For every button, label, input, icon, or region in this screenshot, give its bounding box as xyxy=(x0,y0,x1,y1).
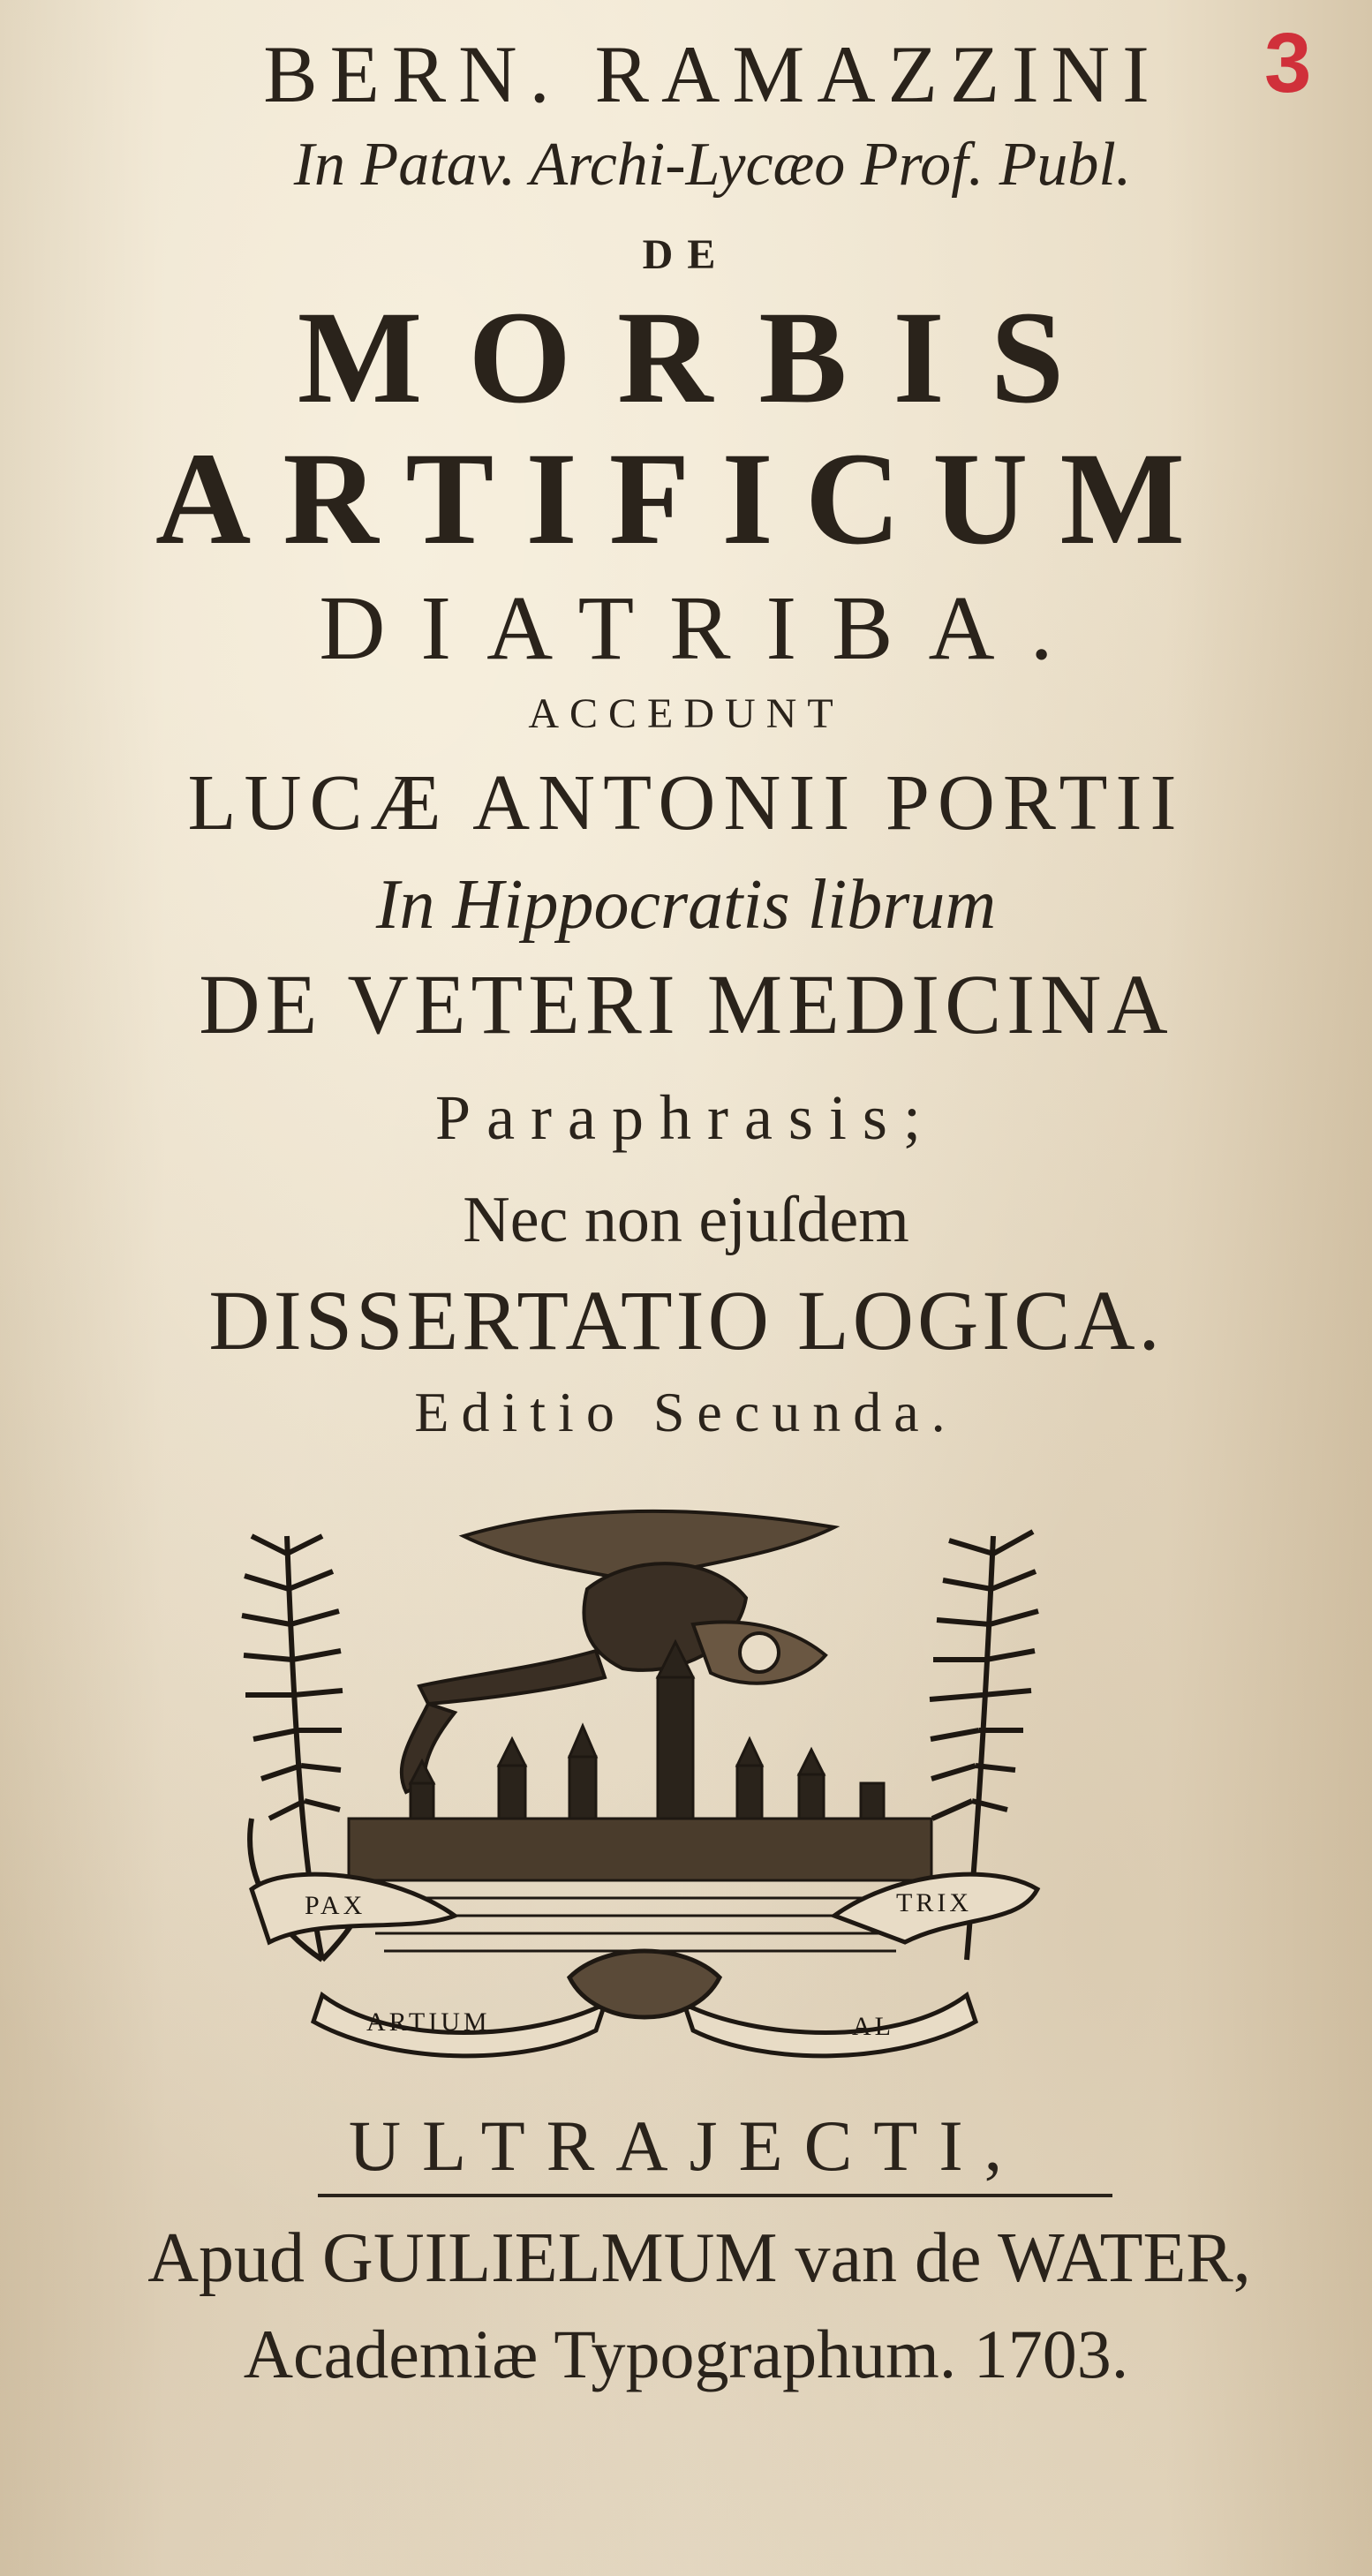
city-skyline xyxy=(349,1642,931,1880)
imprint-divider-rule xyxy=(318,2194,1112,2197)
title-preposition: DE xyxy=(642,231,730,278)
printers-device-woodcut xyxy=(216,1501,1073,2066)
motto-bottom-left-text: ARTIUM xyxy=(366,2007,491,2037)
author-title: In Patav. Archi-Lycæo Prof. Publ. xyxy=(293,131,1132,199)
title-line-2: ARTIFICUM xyxy=(155,426,1217,572)
imprint-place: ULTRAJECTI, xyxy=(348,2105,1024,2186)
motto-right-text: TRIX xyxy=(896,1888,972,1917)
author-name: BERN. RAMAZZINI xyxy=(263,29,1162,119)
nec-non-line: Nec non ejuſdem xyxy=(463,1184,909,1256)
motto-left-text: PAX xyxy=(305,1891,366,1920)
paraphrasis-line: Paraphrasis; xyxy=(435,1082,937,1153)
title-line-3: DIATRIBA. xyxy=(319,577,1089,679)
de-veteri-medicina: DE VETERI MEDICINA xyxy=(199,957,1173,1051)
flying-figure xyxy=(402,1511,834,1792)
accedunt-heading: ACCEDUNT xyxy=(528,690,844,737)
hippocrates-subtitle: In Hippocratis librum xyxy=(375,866,997,944)
motto-bottom-right-text: AL xyxy=(852,2012,894,2041)
title-line-1: MORBIS xyxy=(297,284,1111,431)
edition-statement: Editio Secunda. xyxy=(414,1381,958,1443)
shelfmark-number: 3 xyxy=(1264,16,1312,110)
dissertatio-logica: DISSERTATIO LOGICA. xyxy=(208,1273,1164,1367)
second-author-name: LUCÆ ANTONII PORTII xyxy=(187,759,1185,847)
imprint-publisher: Apud GUILIELMUM van de WATER, xyxy=(147,2219,1251,2297)
imprint-role-and-year: Academiæ Typographum. 1703. xyxy=(243,2316,1129,2392)
